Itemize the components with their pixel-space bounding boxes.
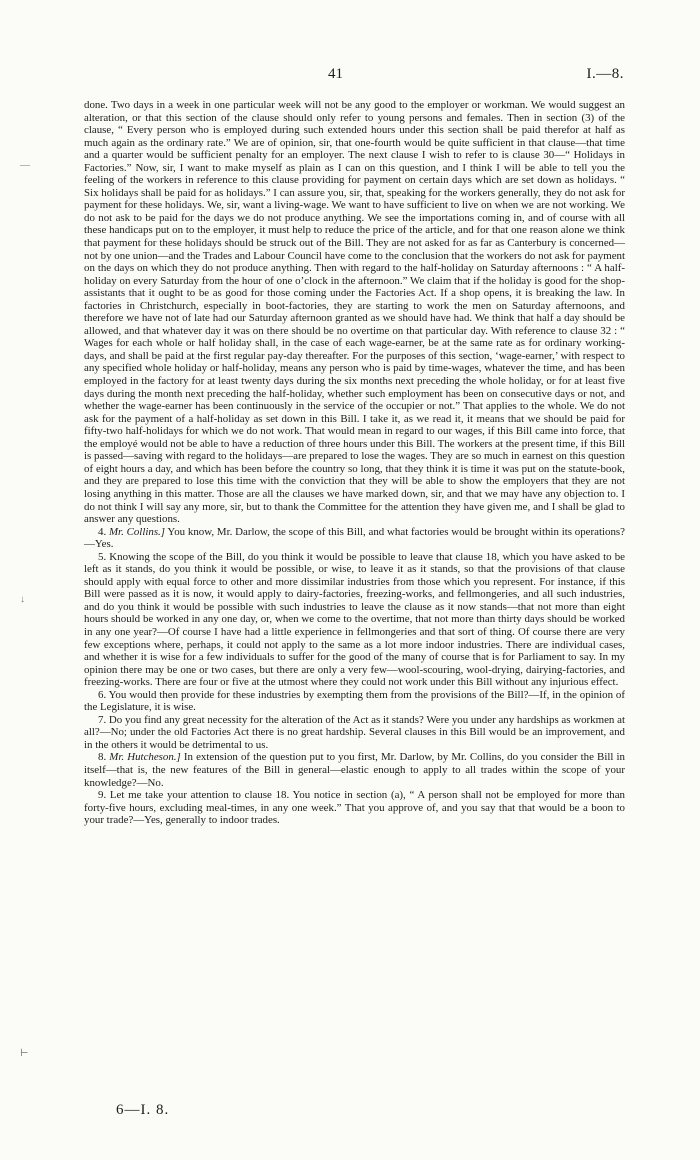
question-number: 8. <box>98 751 107 764</box>
signature-mark: 6—I. 8. <box>116 1102 170 1118</box>
document-reference: I.—8. <box>586 66 624 82</box>
question-4 <box>84 526 625 551</box>
margin-mark: ⊢ <box>20 1048 29 1059</box>
question-text: In extension of the question put to you first, Mr. Darlow, by Mr. Collins, do you consider the Bill in itself—that is, the new features of the Bill in general—elastic enough to apply to all trades within the scope of your knowledge?—No. <box>84 751 625 789</box>
margin-mark: ↓ <box>20 594 25 605</box>
question-6: 6. You would then provide for these industries by exempting them from the provisions of the Bill?—If, in the opinion of the Legislature, it is wise. <box>84 688 625 714</box>
testimony-paragraph: done. Two days in a week in one particular week will not be any good to the employer or workman. We would suggest an alteration, or that this section of the clause should only refer to young persons and females. Then in section (3) of the clause, “ Every person who is employed during such extended hours under this section shall be paid therefor at half as much again as the ordinary rate.” We are of opinion, sir, that one-fourth would be quite sufficient in that clause—that time and a quarter would be sufficient penalty for an employer. The next clause I wish to refer to is clause 30—“ Holidays in Factories.” Now, sir, I want to make myself as plain as I can on this question, and I think I will be able to tell you the feeling of the workers in reference to this clause providing for payment on certain days which are set down as holidays. “ Six holidays shall be paid for as holidays.” I can assure you, sir, that, speaking for the workers generally, they do not ask for payment for these holidays. We, sir, want a living-wage. We want to have sufficient to live on when we are not working. We do not ask to be paid for the days we do not produce anything. We see the importations coming in, and of course with all these handicaps put on to the employer, it must help to reduce the price of the article, and for that one reason alone we think that payment for these holidays should be struck out of the Bill. They are not asked for as far as Canterbury is concerned—not by one union—and the Trades and Labour Council have come to the conclusion that the workers do not ask for payment on the days on which they do not produce anything. Then with regard to the half-holiday on Saturday afternoons : “ A half-holiday on every Saturday from the hour of one o’clock in the afternoon.” We claim that if the holiday is good for the shop-assistants that it ought to be as good for those coming under the Factories Act. If a shop opens, it is breaking the law. In factories in Christchurch, especially in boot-factories, they are starting to work the men on Saturday afternoons, and therefore we have not of late had our Saturday afternoon granted as we should have had. We think that half a day should be allowed, and that whatever day it was on there should be no overtime on that particular day. With reference to clause 32 : “ Wages for each whole or half holiday shall, in the case of each wage-earner, be at the same rate as for ordinary working-days, and shall be paid at the first regular pay-day thereafter. For the purposes of this section, ‘wage-earner,’ with respect to any specified whole holiday or half-holiday, means any person who is paid by time-wages, whatever the time, and has been employed in the factory for at least twenty days during the six months next preceding the whole holiday, or for at least five days during the month next preceding the half-holiday, whether such employment has been on consecutive days or not, and whether the wage-earner has been continuously in the service of the occupier or not.” That applies to the whole. We do not ask for the payment of a half-holiday as set down in this Bill. I take it, as we read it, it means that we should be paid for fifty-two half-holidays for which we do not work. That would mean in regard to our wages, if this Bill came into force, that the employé would not be able to have a reduction of three hours under this Bill. The workers at the present time, if this Bill is passed—saving with regard to the holidays—are prepared to lose the wages. They are so much in earnest on this question of eight hours a day, and which has been before the country so long, that they think it is time it was put on the statute-book, and they are prepared to lose this time with the conviction that they will be able to show the employers that they are not losing anything in this matter. Those are all the clauses we have marked down, sir, and that we may have any objection to. I do not think I will say any more, sir, but to thank the Committee for the attention they have given me, and I shall be glad to answer any questions. <box>84 99 625 526</box>
question-8 <box>84 751 625 789</box>
page-number: 41 <box>328 66 343 82</box>
question-9: 9. Let me take your attention to clause 18. You notice in section (a), “ A person shall not be employed for more than forty-five hours, excluding meal-times, in any one week.” That you approve of, and you say that that would be a boon to your trade?—Yes, generally to indoor trades. <box>84 789 625 827</box>
question-5: 5. Knowing the scope of the Bill, do you think it would be possible to leave that clause 18, which you have asked to be left as it stands, do you think it would be possible, or wise, to leave it as it stands, so that the provisions of that clause should apply with equal force to other and more dissimilar industries from those which you represent. For instance, if this Bill were passed as it is now, it would apply to dairy-factories, freezing-works, and fellmongeries, and all such industries, and do you think it would be possible with such industries to leave the clause as it now stands—that not more than eight hours should be worked in any one day, or, when we come to the overtime, that not more than thirty days should be worked in any one year?—Of course I have had a little experience in fellmongeries and that sort of thing. Of course there are very few exceptions where, perhaps, it could not apply to the same as a lot more indoor industries. There are individual cases, and whether it is wise for a few individuals to suffer for the good of the many of course that is for Parliament to say. In my opinion there may be one or two cases, but there are only a very few—wool-scouring, wool-drying, dairying-factories, and freezing-works. There are four or five at the utmost where they could not work under this Bill without any injurious effect. <box>84 550 625 689</box>
question-number: 4. <box>98 525 107 538</box>
body-text <box>84 99 625 827</box>
speaker-name: Mr. Hutcheson.] <box>109 751 181 764</box>
margin-mark: — <box>20 160 30 171</box>
speaker-name: Mr. Collins.] <box>108 525 166 538</box>
page-header <box>0 66 700 88</box>
question-text: You know, Mr. Darlow, the scope of this Bill, and what factories would be brought within its operations?—Yes. <box>84 525 625 551</box>
question-7: 7. Do you find any great necessity for the alteration of the Act as it stands? Were you under any hardships as workmen at all?—No; under the old Factories Act there is no great hardship. Several clauses in this Bill would be an improvement, and in the others it would be detrimental to us. <box>84 713 625 751</box>
